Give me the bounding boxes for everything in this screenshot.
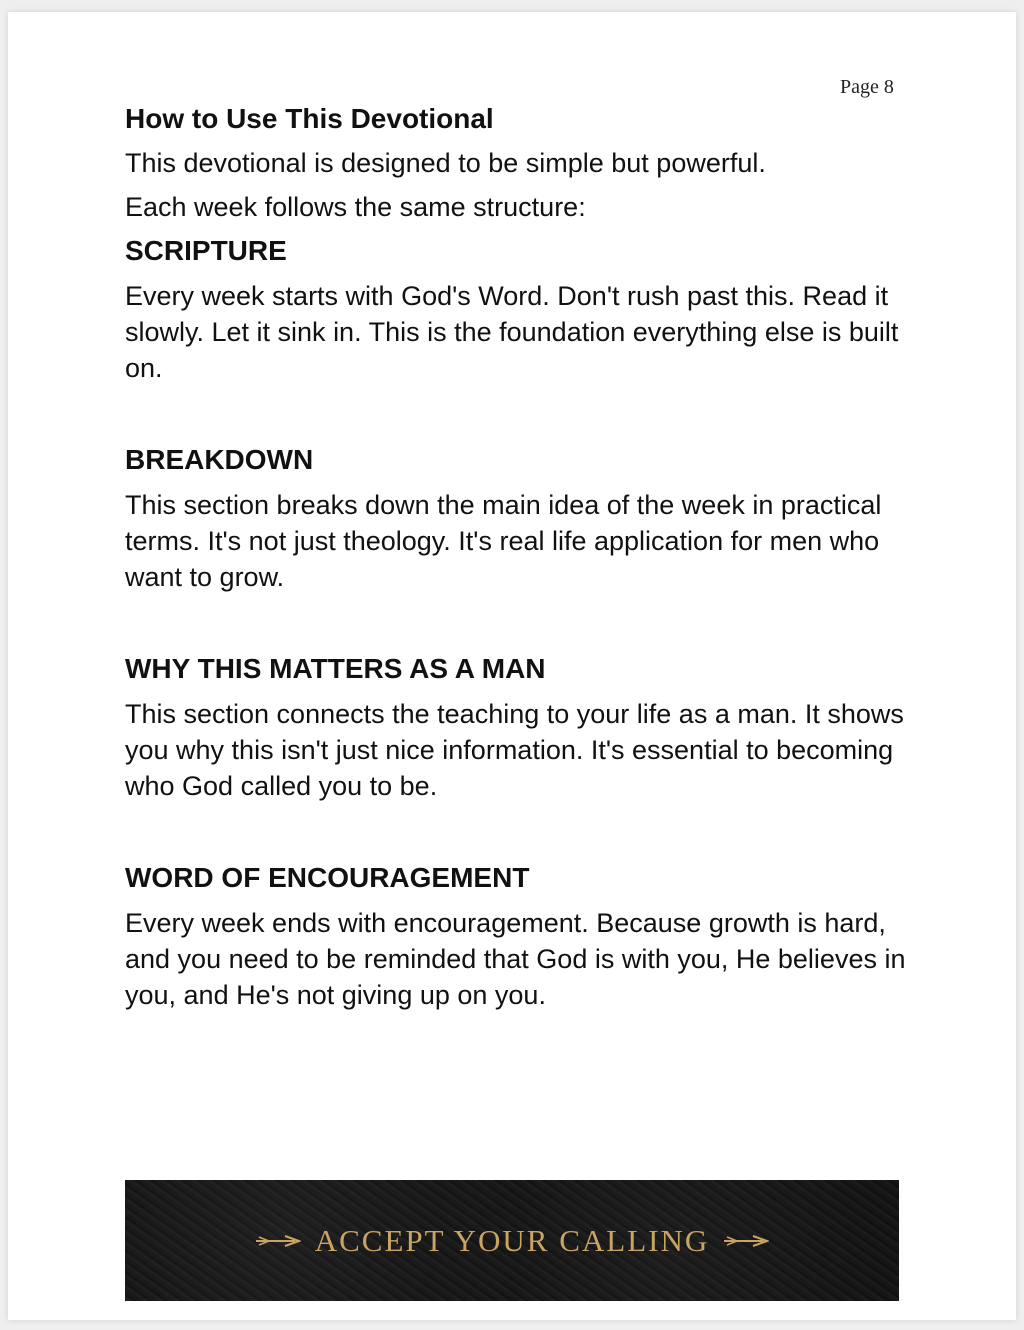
- ornament-arrow-icon: [723, 1233, 769, 1249]
- section-body: Every week starts with God's Word. Don't rush past this. Read it slowly. Let it sink in. This is the foundation everything else is built on.: [125, 281, 899, 383]
- banner-inner: [255, 1223, 770, 1259]
- ornament-arrow-icon: [255, 1233, 301, 1249]
- page-title: How to Use This Devotional: [125, 103, 494, 134]
- page-number: Page 8: [840, 76, 894, 98]
- intro-line: This devotional is designed to be simple but powerful.: [125, 148, 766, 178]
- section-heading: SCRIPTURE: [125, 235, 287, 266]
- section-heading: BREAKDOWN: [125, 444, 314, 475]
- section-body: This section breaks down the main idea of the week in practical terms. It's not just theology. It's real life application for men who want to grow.: [125, 490, 882, 592]
- intro-line: Each week follows the same structure:: [125, 192, 586, 222]
- page-content: [125, 102, 915, 1070]
- section-body: Every week ends with encouragement. Because growth is hard, and you need to be reminded that God is with you, He believes in you, and He's not giving up on you.: [125, 908, 906, 1010]
- section-body: This section connects the teaching to your life as a man. It shows you why this isn't just nice information. It's essential to becoming who God called you to be.: [125, 699, 904, 801]
- section-breakdown: [125, 443, 915, 595]
- banner-text: ACCEPT YOUR CALLING: [314, 1222, 710, 1258]
- section-heading: WORD OF ENCOURAGEMENT: [125, 862, 530, 893]
- section-encouragement: [125, 861, 915, 1013]
- section-scripture: [125, 234, 915, 386]
- section-heading: WHY THIS MATTERS AS A MAN: [125, 653, 546, 684]
- section-why-this-matters: [125, 652, 915, 804]
- document-page: [8, 12, 1016, 1320]
- footer-banner: [125, 1180, 899, 1301]
